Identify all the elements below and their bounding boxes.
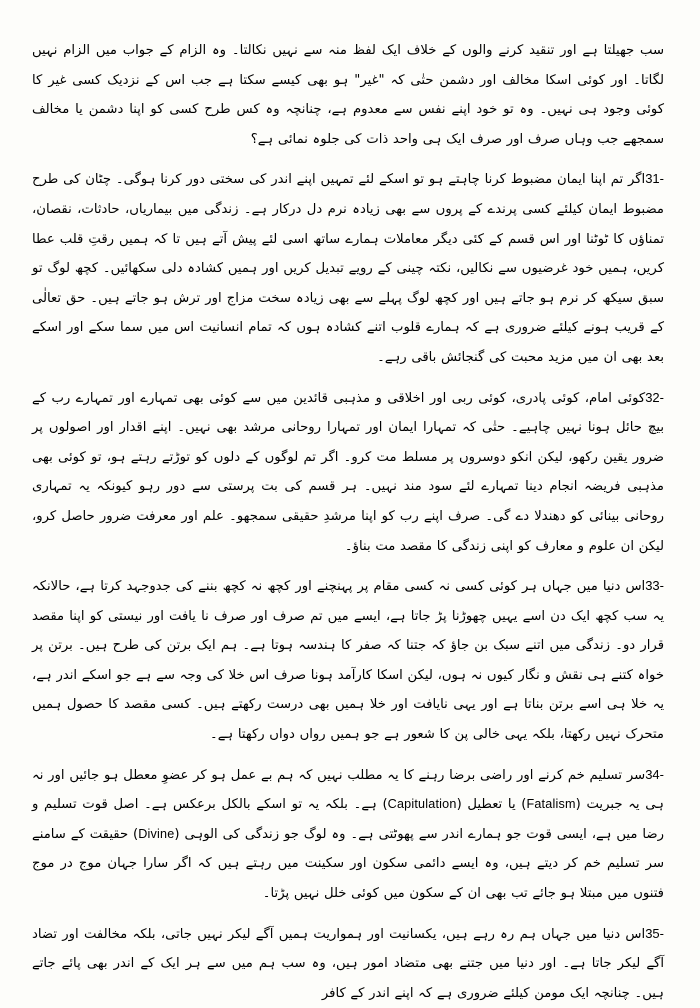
paragraph-number-33: 33-: [645, 578, 664, 594]
paragraph-number-31: 31-: [645, 171, 664, 187]
paragraph-number-35: 35-: [645, 925, 664, 941]
term-fatalism: Fatalism: [526, 797, 576, 812]
paragraph-35: [32, 919, 664, 1008]
paragraph-text-35: اس دنیا میں جہاں ہم رہ رہے ہیں، یکسانیت اور ہمواریت ہمیں آگے لیکر نہیں جاتی، بلکہ مخالفت اور تضاد آگے لیکر جاتا ہے۔ اور دنیا میں جتنے بھی متضاد امور ہیں، وہ سب ہم میں سے ہر ایک کے اندر بھی پائے جاتے ہیں۔ چنانچہ ایک مومن کیلئے ضروری ہے کہ اپنے اندر کے کافر: [32, 926, 664, 1001]
paragraph-text-32: کوئی امام، کوئی پادری، کوئی ربی اور اخلاقی و مذہبی قائدین میں سے کوئی بھی تمہارے اور تمہارے رب کے بیچ حائل ہونا نہیں چاہیے۔ حتٰی کہ تمہارا ایمان اور تمہارا روحانی مرشد بھی نہیں۔ اپنے اقدار اور اصولوں پر ضرور یقین رکھو، لیکن انکو دوسروں پر مسلط مت کرو۔ اگر تم لوگوں کے دلوں کو توڑتے رہتے ہو، تو کوئی بھی مذہبی فریضہ انجام دینا تمہارے لئے سود مند نہیں۔ ہر قسم کی بت پرستی سے دور رہو کیونکہ یہ تمہاری روحانی بینائی کو دھندلا دے گی۔ صرف اپنے رب کو اپنا مرشدِ حقیقی سمجھو۔ علم اور معرفت ضرور حاصل کرو، لیکن ان علوم و معارف کو اپنی زندگی کا مقصد مت بناؤ۔: [32, 390, 664, 554]
paragraph-text-34-segment-2: ) یا تعطیل (: [456, 797, 527, 813]
paragraph-34: [32, 760, 664, 909]
paragraph-number-34: 34-: [645, 766, 664, 782]
paragraph-text-34-segment-4: ) حقیقت کے سامنے سر تسلیم خم کر دیتے ہیں، وہ ایسے دائمی سکون اور سکینت میں رہتے ہیں کہ اگر سارا جہان موج در موج فتنوں میں مبتلا ہو جائے تب بھی ان کے سکون میں کوئی خلل نہیں پڑتا۔: [32, 826, 664, 902]
term-divine: Divine: [138, 826, 175, 841]
paragraph-31: [32, 164, 664, 372]
document-body: [32, 36, 664, 1008]
term-capitulation: Capitulation: [387, 797, 457, 812]
paragraph-text-31: اگر تم اپنا ایمان مضبوط کرنا چاہتے ہو تو اسکے لئے تمہیں اپنے اندر کی سختی دور کرنا ہوگی۔ چٹان کی طرح مضبوط ایمان کیلئے کسی پرندے کے پروں سے بھی زیادہ نرم دل درکار ہے۔ زندگی میں بیماریاں، حادثات، نقصان، تمناؤں کا ٹوٹنا اور اس قسم کے کئی دیگر معاملات ہمارے ساتھ اسی لئے پیش آتے ہیں تا کہ ہمیں رقتِ قلب عطا کریں، ہمیں خود غرضیوں سے نکالیں، نکتہ چینی کے رویے تبدیل کریں اور ہمیں کشادہ دلی سکھائیں۔ کچھ لوگ تو سبق سیکھ کر نرم ہو جاتے ہیں اور کچھ لوگ پہلے سے بھی زیادہ سخت مزاج اور ترش ہو جاتے ہیں۔ حق تعالٰی کے قریب ہونے کیلئے ضروری ہے کہ ہمارے قلوب اتنے کشادہ ہوں کہ تمام انسانیت اس میں سما سکے اور اسکے بعد بھی ان میں مزید محبت کی گنجائش باقی رہے۔: [32, 172, 664, 365]
paragraph-33: [32, 571, 664, 750]
paragraph-text-33: اس دنیا میں جہاں ہر کوئی کسی نہ کسی مقام پر پہنچنے اور کچھ نہ کچھ بننے کی جدوجہد کرتا ہے، حالانکہ یہ سب کچھ ایک دن اسے یہیں چھوڑنا پڑ جاتا ہے، ایسے میں تم صرف اور صرف نا یافت اور نیستی کو اپنا مقصد قرار دو۔ زندگی میں اتنے سبک بن جاؤ کہ جتنا کہ صفر کا ہندسہ ہوتا ہے۔ ہم ایک برتن کی طرح ہیں۔ برتن پر خواہ کتنے ہی نقش و نگار کیوں نہ ہوں، لیکن اسکا کارآمد ہونا صرف اس خلا کی وجہ سے ہے جو اسکے اندر ہے، یہ خلا ہی اسے برتن بناتا ہے اور یہی نایافت اور خلا ہمیں بھی درست رکھتے ہیں۔ کسی مقصد کا حصول ہمیں متحرک نہیں رکھتا، بلکہ یہی خالی پن کا شعور ہے جو ہمیں رواں دواں رکھتا ہے۔: [32, 579, 664, 743]
paragraph-32: [32, 383, 664, 562]
paragraph-text-34-segment-3: ) ہے۔ بلکہ یہ تو اسکے بالکل برعکس ہے۔ اصل قوت تسلیم و رضا میں ہے، ایسی قوت جو ہمارے اندر سے پھوٹتی ہے۔ وہ لوگ جو زندگی کی الوہی (: [32, 797, 664, 842]
paragraph-text-34-segment-1: سر تسلیم خم کرنے اور راضی برضا رہنے کا یہ مطلب نہیں کہ ہم بے عمل ہو کر عضوِ معطل ہو جائیں اور نہ ہی یہ جبریت (: [32, 767, 665, 813]
paragraph-number-32: 32-: [645, 389, 664, 405]
paragraph-opening: سب جھیلتا ہے اور تنقید کرنے والوں کے خلاف ایک لفظ منہ سے نہیں نکالتا۔ وہ الزام کے جواب میں الزام نہیں لگاتا۔ اور کوئی اسکا مخالف اور دشمن حتٰی کہ "غیر" ہو بھی کیسے سکتا ہے جب اس کے نزدیک کسی غیر کا کوئی وجود ہی نہیں۔ وہ تو خود اپنے نفس سے معدوم ہے، چنانچہ وہ کس طرح کسی کو اپنا دشمن یا مخالف سمجھے جب وہاں صرف اور صرف ایک ہی واحد ذات کی جلوہ نمائی ہے؟: [32, 43, 664, 147]
